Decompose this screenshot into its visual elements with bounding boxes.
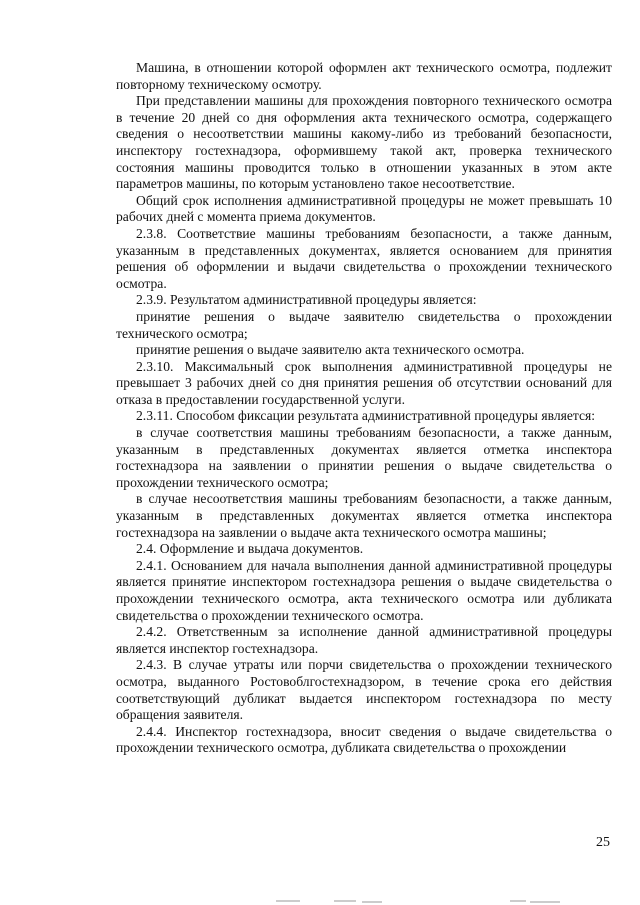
section-2-3-8: 2.3.8. Соответствие машины требованиям безопасности, а также данным, указанным в представленных документах, является основанием для принятия решения об оформлении и выдачи свидетельства о прохождении технического осмотра.	[116, 225, 612, 291]
section-2-4-2: 2.4.2. Ответственным за исполнение данной административной процедуры является инспектор гостехнадзора.	[116, 624, 612, 656]
list-item: в случае соответствия машины требованиям безопасности, а также данным, указанным в представленных документах является отметка инспектора гостехнадзора на заявлении о принятии решения о выдаче свидетельства о прохождении технического осмотра;	[116, 425, 612, 490]
section-2-3-10: 2.3.10. Максимальный срок выполнения административной процедуры не превышает 3 рабочих дней со дня принятия решения об отсутствии оснований для отказа в предоставлении государственной услуги.	[116, 358, 612, 407]
section-2-4-heading: 2.4. Оформление и выдача документов.	[136, 541, 364, 557]
section-2-4-3: 2.4.3. В случае утраты или порчи свидетельства о прохождении технического осмотра, выданного Ростовоблгостехнадзором, в течение срока его действия соответствующий дубликат выдается инспектором гостехнадзора по месту обращения заявителя.	[116, 657, 612, 723]
section-2-3-9: 2.3.9. Результатом административной процедуры является:	[136, 292, 477, 308]
list-item: принятие решения о выдаче заявителю свидетельства о прохождении технического осмотра;	[116, 308, 612, 341]
page-number: 25	[596, 835, 610, 850]
section-2-3-11: 2.3.11. Способом фиксации результата административной процедуры является:	[136, 408, 596, 424]
list-item: в случае несоответствия машины требованиям безопасности, а также данным, указанным в представленных документах является отметка инспектора гостехнадзора на заявлении о выдаче акта технического осмотра машины;	[116, 491, 612, 540]
section-2-4-1: 2.4.1. Основанием для начала выполнения данной административной процедуры является принятие инспектором гостехнадзора решения о выдаче свидетельства о прохождении технического осмотра, акта технического осмотра или дубликата свидетельства о прохождении технического осмотра.	[116, 557, 612, 623]
section-2-4-4: 2.4.4. Инспектор гостехнадзора, вносит сведения о выдаче свидетельства о прохождении технического осмотра, дубликата свидетельства о прохождении	[116, 723, 612, 756]
paragraph: При представлении машины для прохождения повторного технического осмотра в течение 20 дней со дня оформления акта технического осмотра, содержащего сведения о несоответствии машины какому-либо из требований безопасности, инспектору гостехнадзора, оформившему такой акт, проверка технического состояния машины проводится только в отношении указанных в этом акте параметров машины, по которым установлено такое несоответствие.	[116, 93, 612, 192]
paragraph: Общий срок исполнения административной процедуры не может превышать 10 рабочих дней с момента приема документов.	[116, 192, 612, 225]
list-item: принятие решения о выдаче заявителю акта технического осмотра.	[136, 342, 525, 358]
paragraph: Машина, в отношении которой оформлен акт технического осмотра, подлежит повторному техническому осмотру.	[116, 60, 612, 92]
